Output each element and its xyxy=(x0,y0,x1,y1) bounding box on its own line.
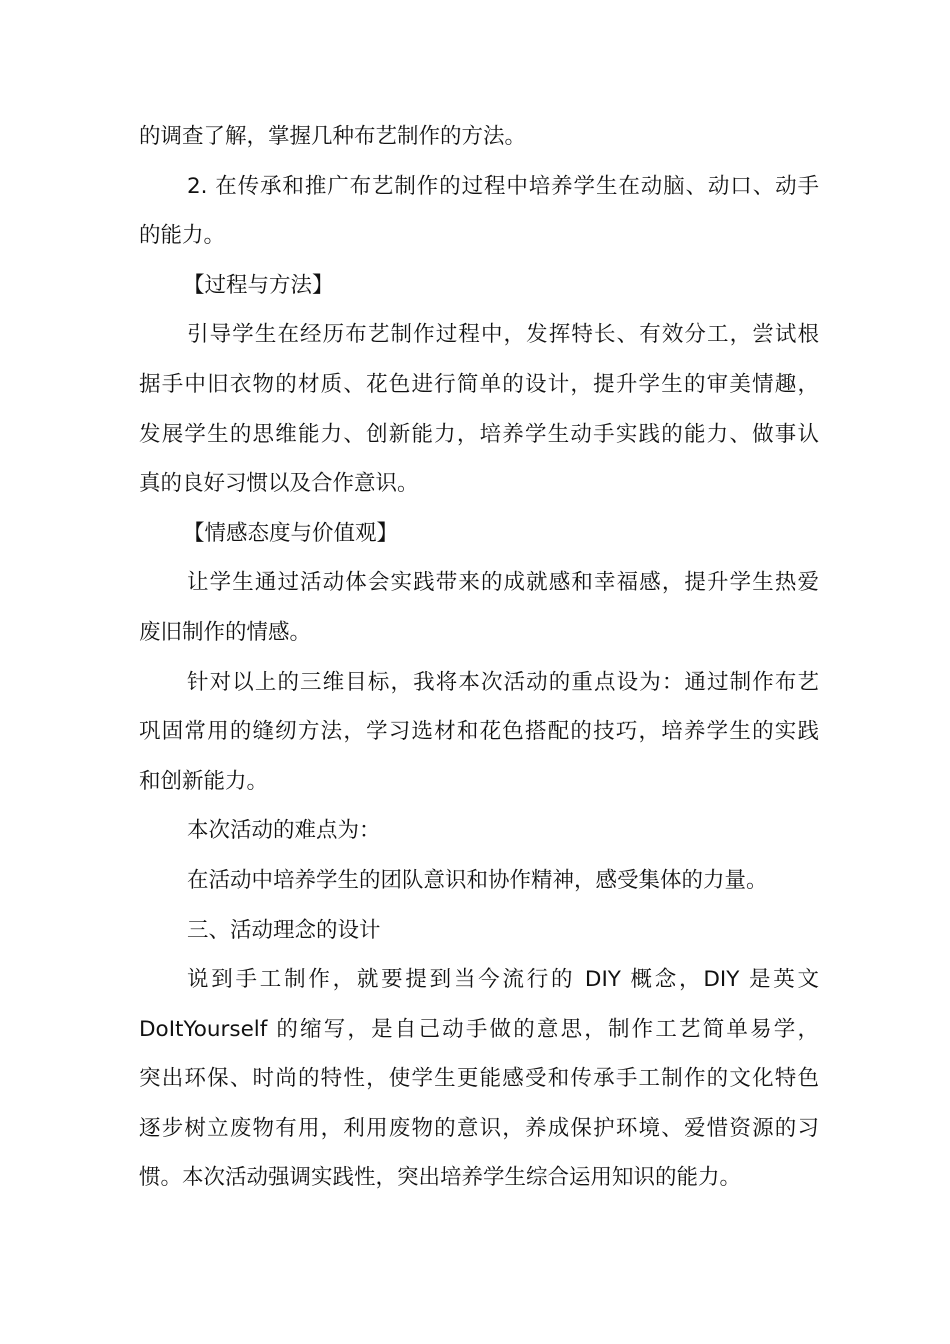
paragraph-line: 发展学生的思维能力、创新能力，培养学生动手实践的能力、做事认 xyxy=(139,421,819,447)
paragraph-line: 引导学生在经历布艺制作过程中，发挥特长、有效分工，尝试根 xyxy=(187,322,819,348)
paragraph-line: 的能力。 xyxy=(139,223,226,249)
paragraph-line: 说到手工制作，就要提到当今流行的 DIY 概念，DIY 是英文 xyxy=(187,967,819,993)
paragraph-line: 据手中旧衣物的材质、花色进行简单的设计，提升学生的审美情趣， xyxy=(139,371,819,397)
section-heading: 【过程与方法】 xyxy=(183,272,334,298)
paragraph-line: 针对以上的三维目标，我将本次活动的重点设为：通过制作布艺 xyxy=(187,669,819,695)
section-heading: 三、活动理念的设计 xyxy=(187,917,381,943)
paragraph-line: 废旧制作的情感。 xyxy=(139,619,312,645)
section-heading: 【情感态度与价值观】 xyxy=(183,520,399,546)
paragraph-line: 真的良好习惯以及合作意识。 xyxy=(139,471,419,497)
paragraph-line: 逐步树立废物有用，利用废物的意识，养成保护环境、爱惜资源的习 xyxy=(139,1115,819,1141)
paragraph-line: 在活动中培养学生的团队意识和协作精神，感受集体的力量。 xyxy=(187,867,768,893)
paragraph-line: 本次活动的难点为： xyxy=(187,818,381,844)
paragraph-line: 2. 在传承和推广布艺制作的过程中培养学生在动脑、动口、动手 xyxy=(187,173,819,199)
paragraph-line: 突出环保、时尚的特性，使学生更能感受和传承手工制作的文化特色 xyxy=(139,1066,819,1092)
document-body xyxy=(139,112,819,1203)
paragraph-line: 巩固常用的缝纫方法，学习选材和花色搭配的技巧，培养学生的实践 xyxy=(139,719,819,745)
paragraph-line: 让学生通过活动体会实践带来的成就感和幸福感，提升学生热爱 xyxy=(187,570,819,596)
paragraph-line: 和创新能力。 xyxy=(139,768,269,794)
paragraph-line: 的调查了解，掌握几种布艺制作的方法。 xyxy=(139,124,527,149)
paragraph-line: DoItYourself 的缩写，是自己动手做的意思，制作工艺简单易学， xyxy=(139,1016,819,1042)
paragraph-line: 惯。本次活动强调实践性，突出培养学生综合运用知识的能力。 xyxy=(139,1165,742,1191)
